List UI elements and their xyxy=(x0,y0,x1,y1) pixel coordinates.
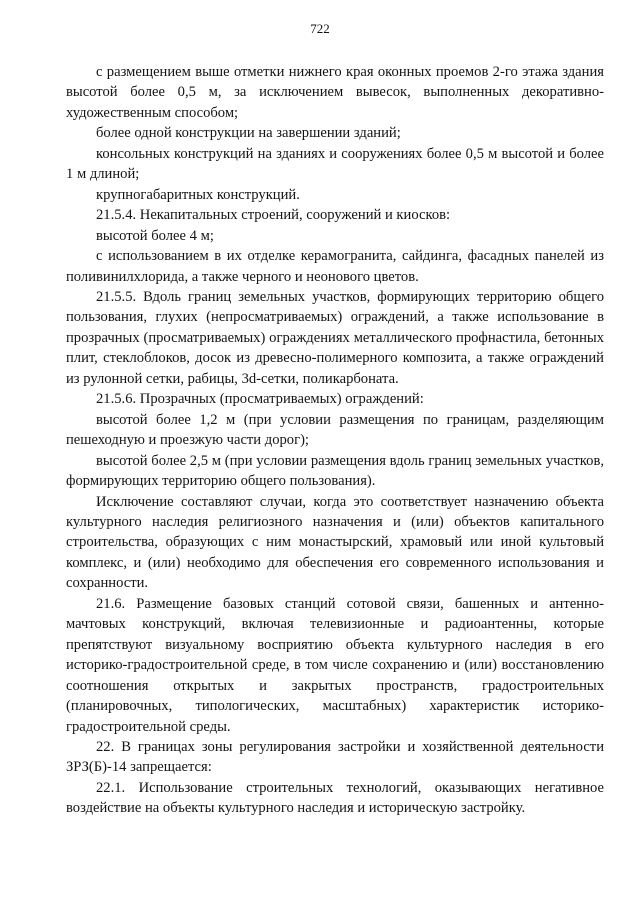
paragraph: высотой более 4 м; xyxy=(96,227,214,244)
paragraph: 22.1. Использование строительных технологий, оказывающих негативное воздействие на объекты культурного наследия и историческую застройку. xyxy=(66,779,604,817)
paragraph: консольных конструкций на зданиях и сооружениях более 0,5 м высотой и более 1 м длиной; xyxy=(66,145,604,183)
paragraph: 21.5.4. Некапитальных строений, сооружений и киосков: xyxy=(96,207,451,224)
paragraph: 21.5.6. Прозрачных (просматриваемых) ограждений: xyxy=(96,391,424,408)
paragraph: с размещением выше отметки нижнего края оконных проемов 2-го этажа здания высотой более 0,5 м, за исключением вывесок, выполненных декоративно-художественным способом; xyxy=(66,64,604,121)
paragraph: высотой более 2,5 м (при условии размещения вдоль границ земельных участков, формирующих территорию общего пользования). xyxy=(66,452,604,490)
page-number: 722 xyxy=(310,21,330,36)
paragraph: высотой более 1,2 м (при условии размещения по границам, разделяющим пешеходную и проезжую части дорог); xyxy=(66,411,604,449)
paragraph: более одной конструкции на завершении зданий; xyxy=(96,125,401,142)
paragraph: Исключение составляют случаи, когда это соответствует назначению объекта культурного наследия религиозного назначения и (или) объектов капитального строительства, образующих с ним монастырский, храмовый или иной культовый комплекс, и (или) необходимо для обеспечения его современного использования и сохранности. xyxy=(66,493,604,592)
paragraph: 21.5.5. Вдоль границ земельных участков, формирующих территорию общего пользования, глухих (непросматриваемых) ограждений, а также использование в прозрачных (просматриваемых) ограждениях металлического профнастила, бетонных плит, стеклоблоков, досок из древесно-полимерного композита, а также ограждений из рулонной сетки, рабицы, 3d-сетки, поликарбоната. xyxy=(66,288,604,387)
paragraph: 21.6. Размещение базовых станций сотовой связи, башенных и антенно-мачтовых конструкций, включая телевизионные и радиоантенны, которые препятствуют визуальному восприятию объекта культурного наследия в его историко-градостроительной среде, в том числе сохранению и (или) восстановлению соотношения открытых и закрытых пространств, градостроительных (планировочных, типологических, масштабных) характеристик историко-градостроительной среды. xyxy=(66,595,604,735)
paragraph: крупногабаритных конструкций. xyxy=(96,186,300,203)
paragraph: с использованием в их отделке керамогранита, сайдинга, фасадных панелей из поливинилхлорида, а также черного и неонового цветов. xyxy=(66,248,604,285)
document-body xyxy=(66,62,604,819)
paragraph: 22. В границах зоны регулирования застройки и хозяйственной деятельности ЗРЗ(Б)-14 запрещается: xyxy=(66,738,604,776)
